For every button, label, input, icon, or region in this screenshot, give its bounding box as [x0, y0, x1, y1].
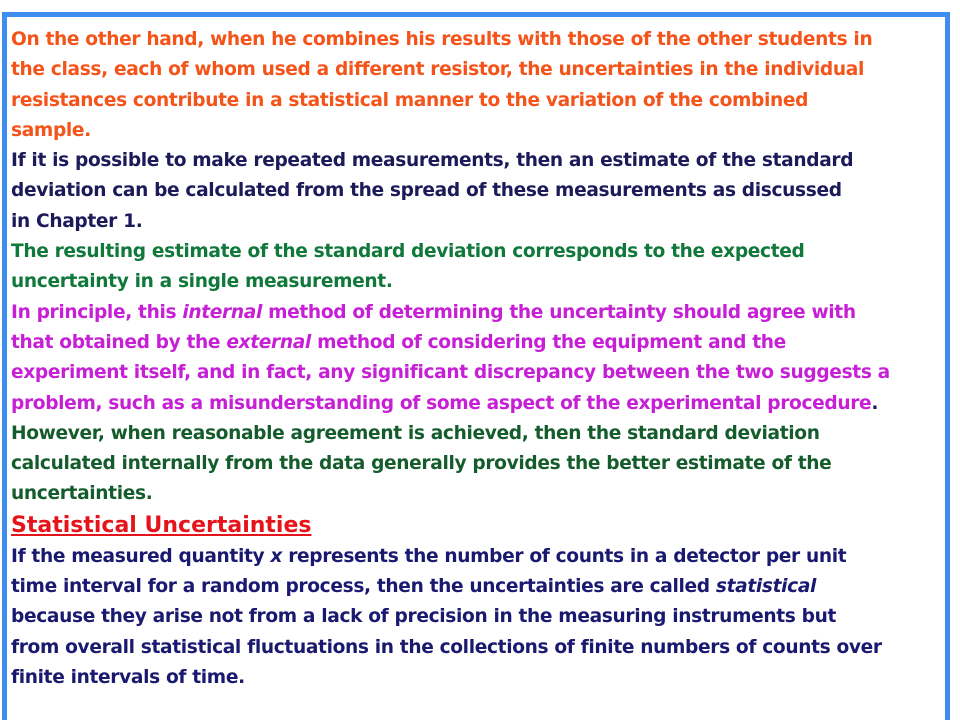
text-line: However, when reasonable agreement is achieved, then the standard deviation	[11, 422, 820, 444]
text-run: represents the number of counts in a detector per unit	[282, 545, 847, 567]
paragraph-resulting-estimate	[11, 237, 959, 298]
text-line	[11, 542, 959, 572]
text-run: that obtained by the	[11, 331, 227, 353]
text-line	[11, 298, 959, 328]
text-run: problem, such as a misunderstanding of some aspect of the experimental procedure	[11, 392, 872, 414]
text-run: method of determining the uncertainty should agree with	[261, 301, 856, 323]
text-run: method of considering the equipment and the	[310, 331, 786, 353]
text-run: If the measured quantity	[11, 545, 271, 567]
text-line: the class, each of whom used a different resistor, the uncertainties in the individual	[11, 59, 864, 81]
text-line: uncertainty in a single measurement.	[11, 271, 393, 293]
text-line	[11, 572, 959, 602]
text-line	[11, 389, 959, 419]
paragraph-combined-sample	[11, 25, 959, 146]
text-run-period: .	[871, 392, 879, 414]
text-line: deviation can be calculated from the spread of these measurements as discussed	[11, 180, 842, 202]
emphasis-internal: internal	[182, 301, 262, 323]
text-line: experiment itself, and in fact, any significant discrepancy between the two suggests a	[11, 362, 890, 384]
emphasis-external: external	[226, 331, 311, 353]
text-line: On the other hand, when he combines his results with those of the other students in	[11, 29, 873, 50]
text-line	[11, 328, 959, 358]
text-line: resistances contribute in a statistical manner to the variation of the combined	[11, 89, 809, 111]
text-line: calculated internally from the data generally provides the better estimate of the	[11, 453, 832, 475]
paragraph-internal-external-method	[11, 298, 959, 419]
emphasis-x: x	[270, 545, 283, 567]
text-line: sample.	[11, 119, 91, 141]
text-line: uncertainties.	[11, 483, 153, 505]
paragraph-repeated-measurements	[11, 146, 959, 237]
text-line: from overall statistical fluctuations in the collections of finite numbers of counts over	[11, 636, 882, 658]
text-run: time interval for a random process, then the uncertainties are called	[11, 576, 716, 598]
section-heading: Statistical Uncertainties	[11, 512, 312, 538]
paragraph-reasonable-agreement	[11, 419, 959, 510]
text-line: in Chapter 1.	[11, 210, 143, 232]
text-run: In principle, this	[11, 301, 183, 323]
slide-body-text	[11, 25, 959, 693]
text-line: because they arise not from a lack of precision in the measuring instruments but	[11, 606, 837, 628]
text-line: The resulting estimate of the standard deviation corresponds to the expected	[11, 241, 805, 263]
text-line: finite intervals of time.	[11, 666, 245, 688]
emphasis-statistical: statistical	[715, 576, 817, 598]
paragraph-statistical-uncertainties	[11, 542, 959, 693]
text-line: If it is possible to make repeated measurements, then an estimate of the standard	[11, 150, 854, 172]
